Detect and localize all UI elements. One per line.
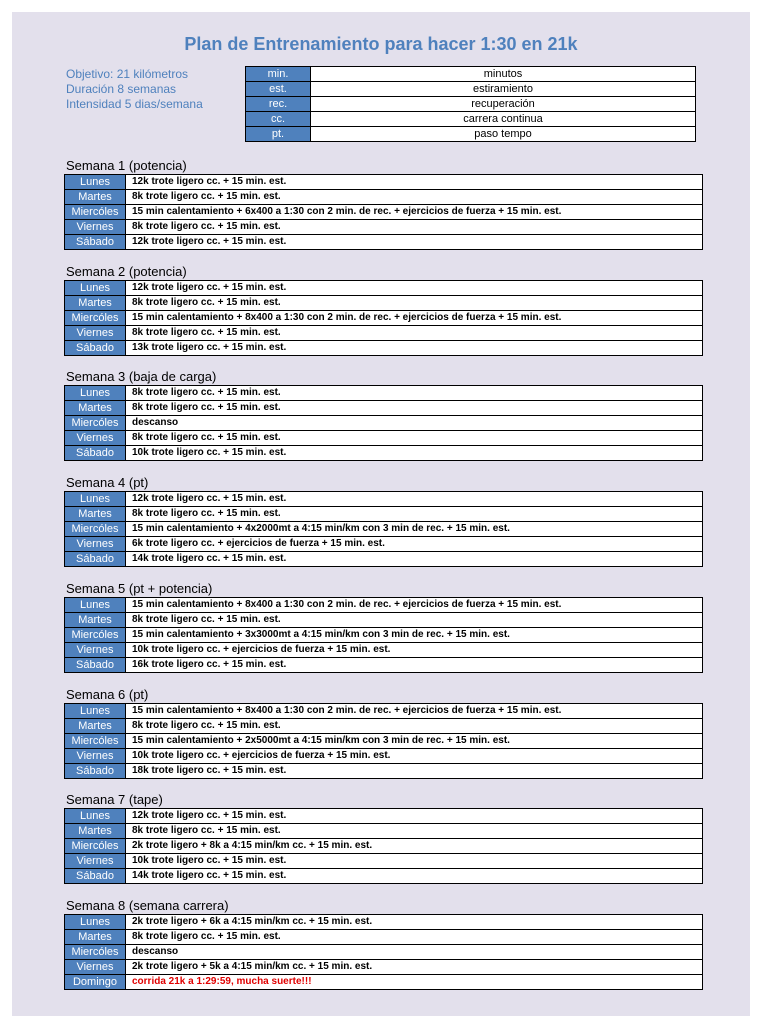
day-label: Miercóles [65, 416, 126, 431]
activity-text: 12k trote ligero cc. + 15 min. est. [126, 492, 703, 507]
schedule-row [65, 627, 703, 642]
week-title: Semana 5 (pt + potencia) [66, 580, 213, 596]
day-label: Lunes [65, 280, 126, 295]
day-label: Miercóles [65, 839, 126, 854]
schedule-row [65, 642, 703, 657]
schedule-row [65, 809, 703, 824]
week-title: Semana 8 (semana carrera) [66, 897, 229, 913]
schedule-row [65, 522, 703, 537]
week-title: Semana 6 (pt) [66, 686, 149, 702]
schedule-row [65, 401, 703, 416]
day-label: Miercóles [65, 733, 126, 748]
day-label: Martes [65, 824, 126, 839]
day-label: Miercóles [65, 944, 126, 959]
week-schedule-table [64, 174, 703, 250]
week-schedule-table [64, 597, 703, 673]
day-label: Viernes [65, 748, 126, 763]
activity-text: 15 min calentamiento + 6x400 a 1:30 con 2 min. de rec. + ejercicios de fuerza + 15 min. est. [126, 205, 703, 220]
activity-text: 2k trote ligero + 6k a 4:15 min/km cc. + 15 min. est. [126, 914, 703, 929]
legend-row [246, 127, 696, 142]
schedule-row [65, 597, 703, 612]
week-title: Semana 1 (potencia) [66, 158, 187, 173]
day-label: Sábado [65, 340, 126, 355]
activity-text: 2k trote ligero + 8k a 4:15 min/km cc. + 15 min. est. [126, 839, 703, 854]
day-label: Martes [65, 507, 126, 522]
day-label: Sábado [65, 235, 126, 250]
activity-text: 16k trote ligero cc. + 15 min. est. [126, 657, 703, 672]
schedule-row [65, 416, 703, 431]
schedule-row [65, 340, 703, 355]
activity-text: 15 min calentamiento + 8x400 a 1:30 con 2 min. de rec. + ejercicios de fuerza + 15 min. est. [126, 310, 703, 325]
activity-text: 10k trote ligero cc. + ejercicios de fuerza + 15 min. est. [126, 748, 703, 763]
legend-row [246, 67, 696, 82]
day-label: Lunes [65, 914, 126, 929]
activity-text: 8k trote ligero cc. + 15 min. est. [126, 386, 703, 401]
week-title: Semana 4 (pt) [66, 475, 149, 491]
intensity-text: Intensidad 5 dias/semana [66, 97, 203, 111]
activity-text: 10k trote ligero cc. + ejercicios de fuerza + 15 min. est. [126, 642, 703, 657]
activity-text: 15 min calentamiento + 4x2000mt a 4:15 min/km con 3 min de rec. + 15 min. est. [126, 522, 703, 537]
activity-text: 8k trote ligero cc. + 15 min. est. [126, 401, 703, 416]
schedule-row [65, 929, 703, 944]
schedule-row [65, 824, 703, 839]
schedule-row [65, 431, 703, 446]
week-schedule-table [64, 703, 703, 779]
legend-abbreviation: min. [246, 67, 311, 82]
activity-text: 8k trote ligero cc. + 15 min. est. [126, 718, 703, 733]
activity-text: 8k trote ligero cc. + 15 min. est. [126, 295, 703, 310]
activity-text: 8k trote ligero cc. + 15 min. est. [126, 612, 703, 627]
legend-description: recuperación [311, 97, 696, 112]
activity-text: 8k trote ligero cc. + 15 min. est. [126, 220, 703, 235]
schedule-row [65, 552, 703, 567]
day-label: Viernes [65, 854, 126, 869]
activity-text: 13k trote ligero cc. + 15 min. est. [126, 340, 703, 355]
schedule-row [65, 175, 703, 190]
day-label: Viernes [65, 325, 126, 340]
schedule-row [65, 718, 703, 733]
week-schedule-table [64, 280, 703, 356]
schedule-row [65, 492, 703, 507]
day-label: Martes [65, 718, 126, 733]
activity-text: 12k trote ligero cc. + 15 min. est. [126, 280, 703, 295]
activity-text: 15 min calentamiento + 2x5000mt a 4:15 min/km con 3 min de rec. + 15 min. est. [126, 733, 703, 748]
day-label: Miercóles [65, 310, 126, 325]
document-page [12, 12, 750, 1016]
activity-text: 10k trote ligero cc. + 15 min. est. [126, 446, 703, 461]
week-schedule-table [64, 491, 703, 567]
day-label: Viernes [65, 537, 126, 552]
week-title: Semana 2 (potencia) [66, 263, 187, 279]
schedule-row [65, 914, 703, 929]
legend-row [246, 97, 696, 112]
week-title: Semana 7 (tape) [66, 792, 163, 808]
day-label: Lunes [65, 386, 126, 401]
activity-text: 12k trote ligero cc. + 15 min. est. [126, 175, 703, 190]
legend-description: carrera continua [311, 112, 696, 127]
week-schedule-table [64, 808, 703, 884]
schedule-row [65, 386, 703, 401]
day-label: Viernes [65, 959, 126, 974]
schedule-row [65, 703, 703, 718]
activity-text: 8k trote ligero cc. + 15 min. est. [126, 929, 703, 944]
day-label: Sábado [65, 446, 126, 461]
activity-text: 8k trote ligero cc. + 15 min. est. [126, 325, 703, 340]
legend-description: paso tempo [311, 127, 696, 142]
activity-text: 2k trote ligero + 5k a 4:15 min/km cc. + 15 min. est. [126, 959, 703, 974]
schedule-row [65, 325, 703, 340]
week-schedule-table [64, 914, 703, 990]
day-label: Lunes [65, 175, 126, 190]
activity-text: 15 min calentamiento + 3x3000mt a 4:15 min/km con 3 min de rec. + 15 min. est. [126, 627, 703, 642]
activity-text: 15 min calentamiento + 8x400 a 1:30 con 2 min. de rec. + ejercicios de fuerza + 15 min. est. [126, 703, 703, 718]
day-label: Sábado [65, 552, 126, 567]
legend-abbreviation: rec. [246, 97, 311, 112]
legend-abbreviation: est. [246, 82, 311, 97]
day-label: Viernes [65, 642, 126, 657]
activity-text: 12k trote ligero cc. + 15 min. est. [126, 809, 703, 824]
day-label: Miercóles [65, 205, 126, 220]
activity-text: 15 min calentamiento + 8x400 a 1:30 con 2 min. de rec. + ejercicios de fuerza + 15 min. est. [126, 597, 703, 612]
schedule-row [65, 854, 703, 869]
day-label: Martes [65, 612, 126, 627]
schedule-row [65, 657, 703, 672]
plan-summary [66, 67, 203, 112]
schedule-row [65, 205, 703, 220]
legend-description: minutos [311, 67, 696, 82]
schedule-row [65, 235, 703, 250]
schedule-row [65, 310, 703, 325]
activity-text: 18k trote ligero cc. + 15 min. est. [126, 763, 703, 778]
day-label: Lunes [65, 597, 126, 612]
race-day-activity: corrida 21k a 1:29:59, mucha suerte!!! [126, 974, 703, 989]
schedule-row [65, 763, 703, 778]
activity-text: 12k trote ligero cc. + 15 min. est. [126, 235, 703, 250]
day-label: Sábado [65, 869, 126, 884]
legend-description: estiramiento [311, 82, 696, 97]
day-label: Viernes [65, 431, 126, 446]
page-title: Plan de Entrenamiento para hacer 1:30 en 21k [184, 34, 578, 54]
schedule-row [65, 507, 703, 522]
activity-text: 8k trote ligero cc. + 15 min. est. [126, 190, 703, 205]
objective-text: Objetivo: 21 kilómetros [66, 67, 189, 81]
schedule-row [65, 974, 703, 989]
activity-text: 8k trote ligero cc. + 15 min. est. [126, 431, 703, 446]
activity-text: 14k trote ligero cc. + 15 min. est. [126, 552, 703, 567]
schedule-row [65, 295, 703, 310]
day-label: Martes [65, 401, 126, 416]
activity-text: 14k trote ligero cc. + 15 min. est. [126, 869, 703, 884]
abbreviation-legend [245, 66, 696, 142]
week-schedule-table [64, 385, 703, 461]
day-label: Martes [65, 190, 126, 205]
day-label: Domingo [65, 974, 126, 989]
day-label: Sábado [65, 763, 126, 778]
day-label: Miercóles [65, 522, 126, 537]
schedule-row [65, 748, 703, 763]
day-label: Miercóles [65, 627, 126, 642]
legend-abbreviation: cc. [246, 112, 311, 127]
schedule-row [65, 612, 703, 627]
activity-text: 6k trote ligero cc. + ejercicios de fuerza + 15 min. est. [126, 537, 703, 552]
schedule-row [65, 733, 703, 748]
day-label: Lunes [65, 809, 126, 824]
schedule-row [65, 446, 703, 461]
schedule-row [65, 839, 703, 854]
legend-row [246, 112, 696, 127]
activity-text: 8k trote ligero cc. + 15 min. est. [126, 824, 703, 839]
schedule-row [65, 869, 703, 884]
day-label: Martes [65, 929, 126, 944]
schedule-row [65, 959, 703, 974]
duration-text: Duración 8 semanas [66, 82, 177, 96]
schedule-row [65, 220, 703, 235]
day-label: Viernes [65, 220, 126, 235]
schedule-row [65, 190, 703, 205]
day-label: Martes [65, 295, 126, 310]
week-title: Semana 3 (baja de carga) [66, 369, 217, 385]
day-label: Lunes [65, 492, 126, 507]
day-label: Lunes [65, 703, 126, 718]
activity-text: descanso [126, 416, 703, 431]
activity-text: 10k trote ligero cc. + 15 min. est. [126, 854, 703, 869]
schedule-row [65, 537, 703, 552]
legend-row [246, 82, 696, 97]
day-label: Sábado [65, 657, 126, 672]
legend-abbreviation: pt. [246, 127, 311, 142]
activity-text: descanso [126, 944, 703, 959]
activity-text: 8k trote ligero cc. + 15 min. est. [126, 507, 703, 522]
schedule-row [65, 944, 703, 959]
schedule-row [65, 280, 703, 295]
